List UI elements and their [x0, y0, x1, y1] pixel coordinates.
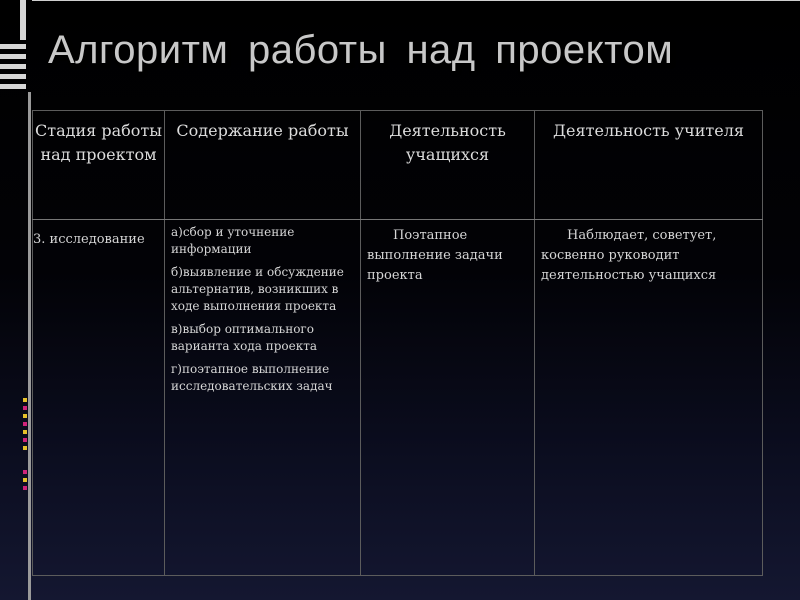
cell-students: Поэтапное выполнение задачи проекта — [361, 220, 535, 576]
decorative-mark — [23, 398, 27, 402]
content-item: в)выбор оптимального варианта хода проекта — [171, 322, 317, 353]
top-border-line — [32, 0, 800, 1]
decorative-vertical-bar-top — [20, 0, 26, 40]
content-item: б)выявление и обсуждение альтернатив, возникших в ходе выполнения проекта — [171, 265, 344, 313]
decorative-mark — [23, 406, 27, 410]
decorative-mark — [23, 446, 27, 450]
decorative-mark — [23, 486, 27, 490]
decorative-mark — [23, 470, 27, 474]
cell-stage: 3. исследование — [33, 220, 165, 576]
decorative-mark — [23, 478, 27, 482]
decorative-mark — [23, 414, 27, 418]
cell-content — [165, 220, 361, 576]
decorative-mark — [23, 430, 27, 434]
column-header-content: Содержание работы — [165, 111, 361, 220]
column-header-teacher: Деятельность учителя — [535, 111, 763, 220]
algorithm-table-container — [32, 110, 762, 576]
slide-title: Алгоритм работы над проектом — [48, 28, 674, 72]
decorative-vertical-bar-bottom — [28, 92, 31, 600]
algorithm-table — [32, 110, 763, 576]
table-header-row — [33, 111, 763, 220]
decorative-lines — [0, 44, 26, 92]
cell-teacher: Наблюдает, советует, косвенно руководит деятельностью учащихся — [535, 220, 763, 576]
table-row — [33, 220, 763, 576]
column-header-students: Деятельность учащихся — [361, 111, 535, 220]
decorative-mark — [23, 422, 27, 426]
content-item: г)поэтапное выполнение исследовательских задач — [171, 362, 333, 393]
column-header-stage: Стадия работы над проектом — [33, 111, 165, 220]
content-item: а)сбор и уточнение информации — [171, 225, 295, 256]
decorative-mark — [23, 438, 27, 442]
